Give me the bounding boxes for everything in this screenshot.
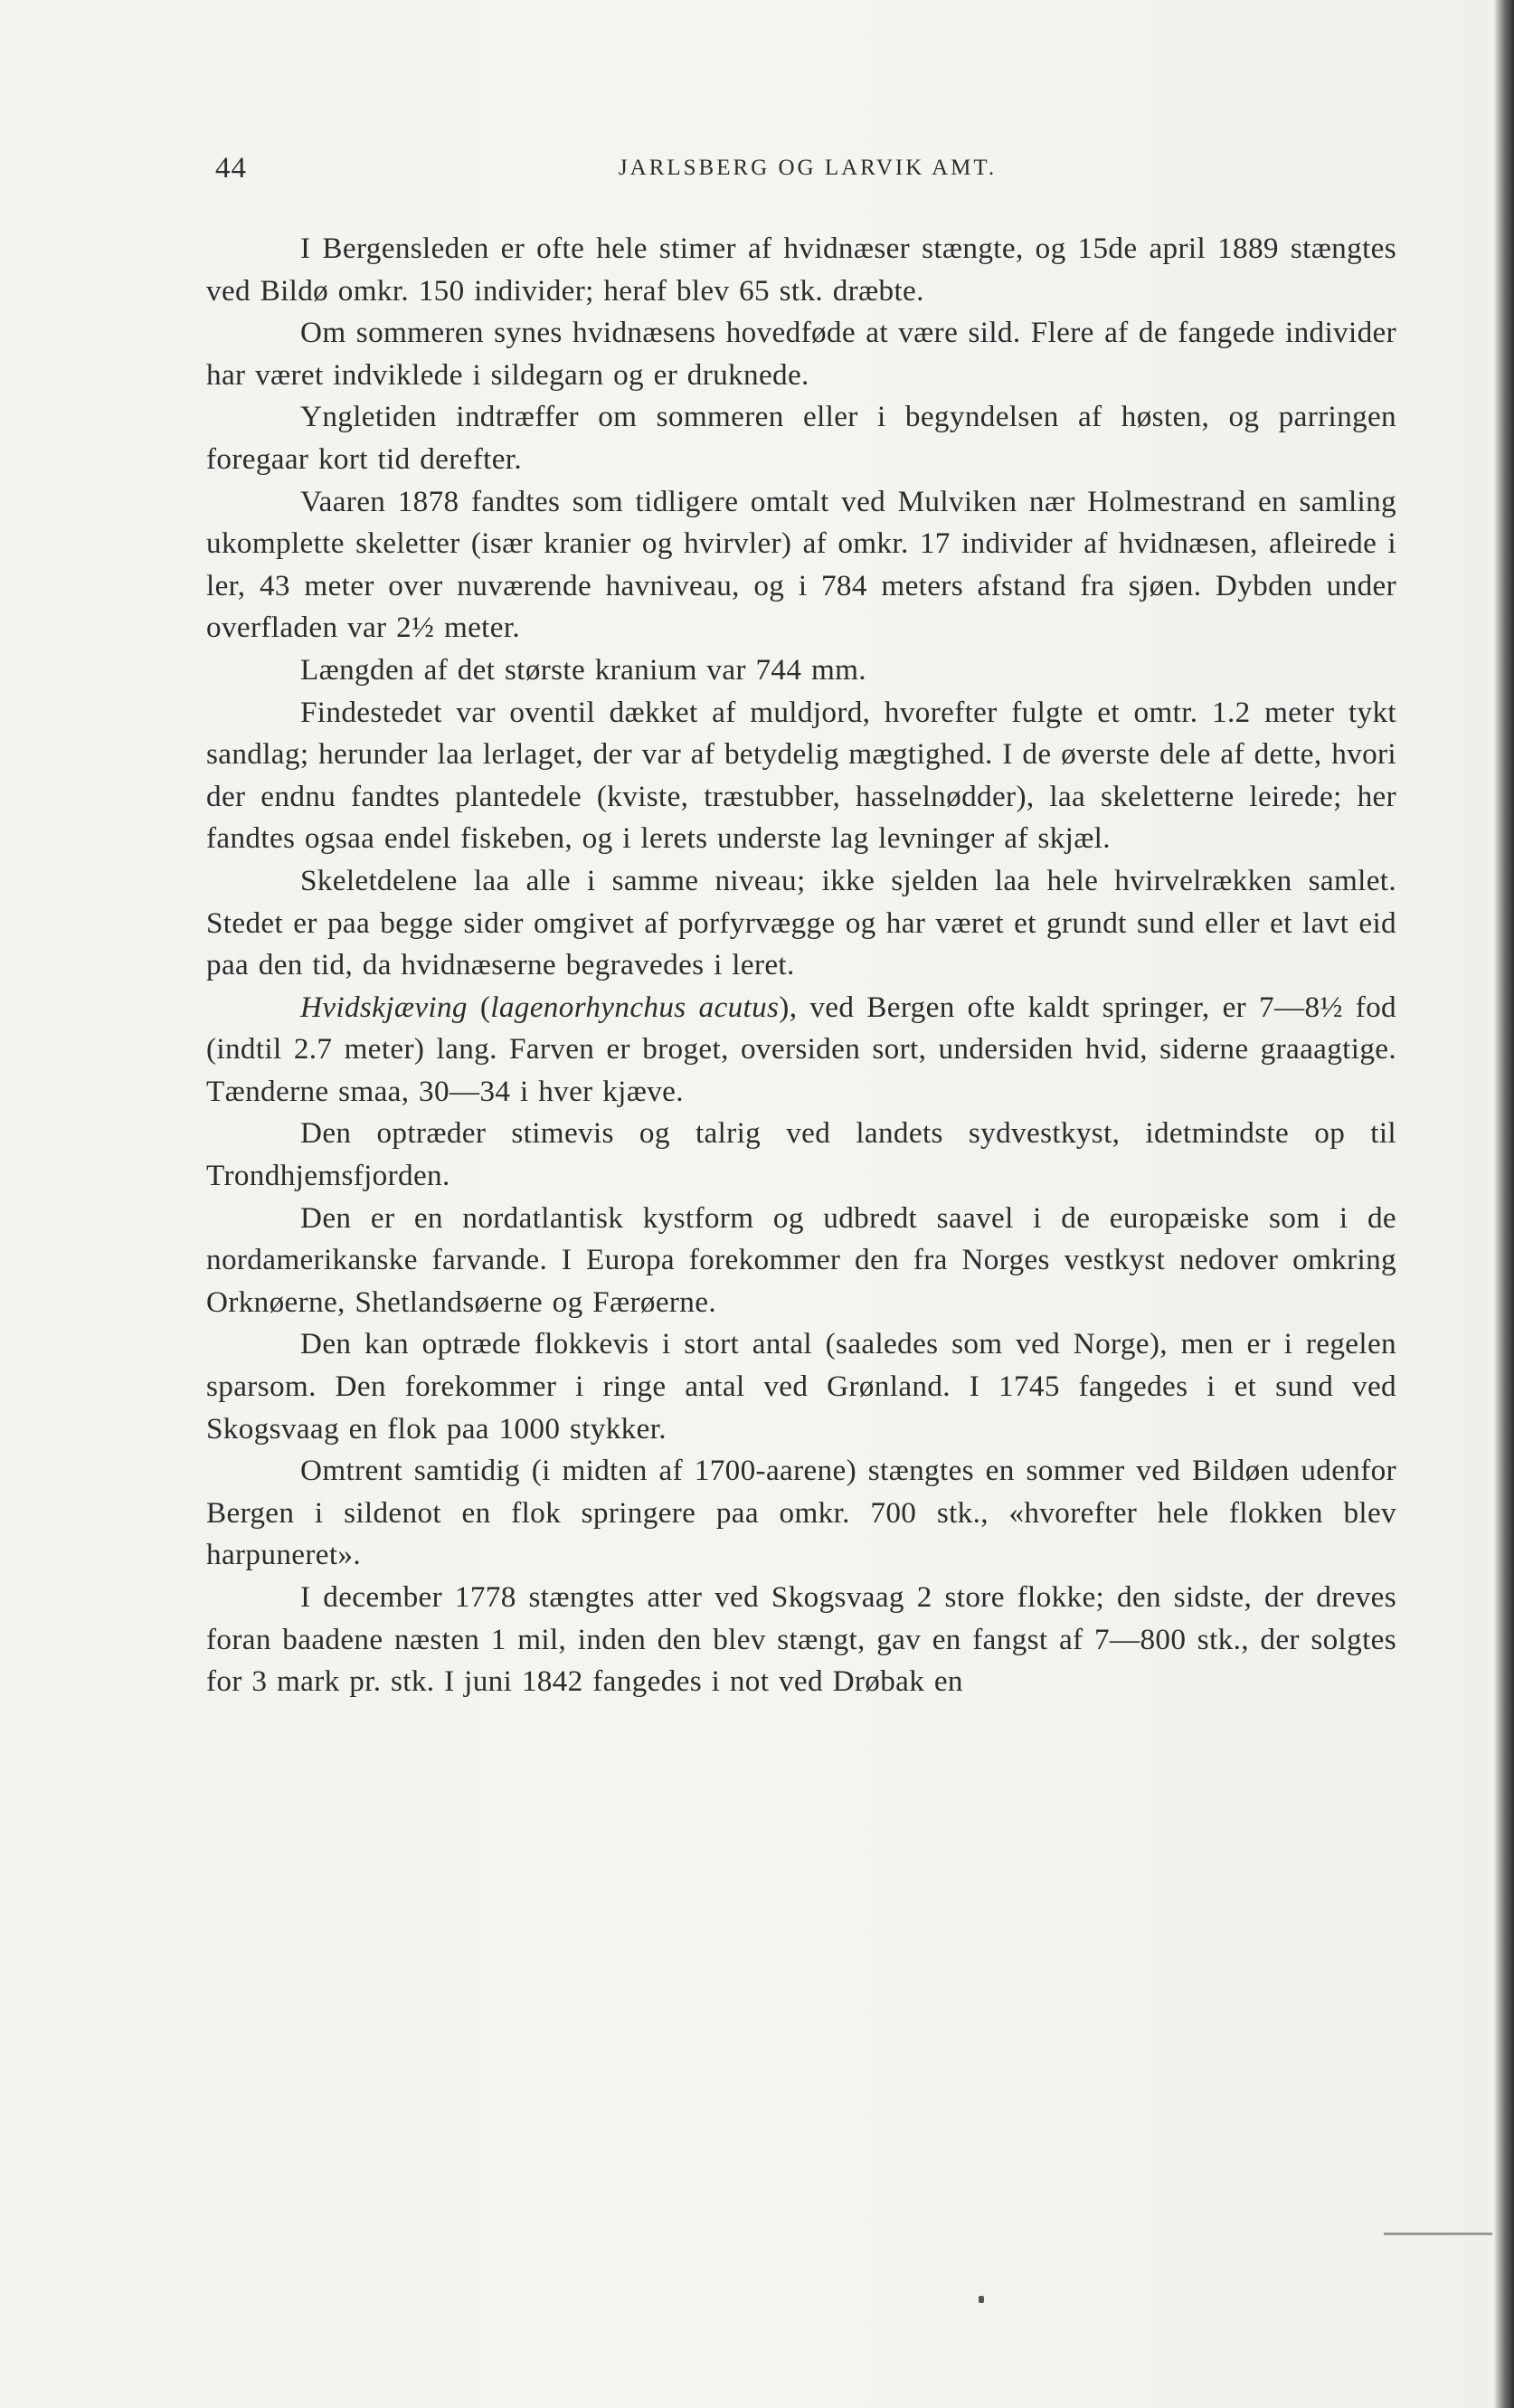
page-edge-shadow — [1494, 0, 1514, 2408]
paragraph-12: Omtrent samtidig (i midten af 1700-aarene) stængtes en sommer ved Bildøen udenfor Bergen i sildenot en flok springere paa omkr. 700 stk., «hvorefter hele flokken blev harpuneret». — [206, 1454, 1396, 1572]
page-number: 44 — [215, 152, 247, 185]
paragraph-10: Den er en nordatlantisk kystform og udbredt saavel i de europæiske som i de nordamerikanske farvande. I Europa forekommer den fra Norges vestkyst nedover omkring Orknøerne, Shetlandsøerne og Færøerne. — [206, 1200, 1396, 1319]
species-name-latin: lagenorhynchus acutus — [490, 990, 780, 1024]
running-title: JARLSBERG OG LARVIK AMT. — [618, 156, 998, 180]
paragraph-7: Skeletdelene laa alle i samme niveau; ikke sjelden laa hele hvirvelrækken samlet. Stedet er paa begge sider omgivet af porfyrvægge og har været et grundt sund eller et lavt eid paa den tid, da hvidnæserne begravedes i leret. — [206, 863, 1396, 982]
paragraph-8: Hvidskjæving (lagenorhynchus acutus), ved Bergen ofte kaldt springer, er 7—8½ fod (indtil 2.7 meter) lang. Farven er broget, oversiden sort, undersiden hvid, siderne graaagtige. Tænderne smaa, 30—34 i hver kjæve. — [206, 990, 1396, 1108]
paragraph-5: Længden af det største kranium var 744 mm. — [300, 652, 866, 687]
paragraph-13: I december 1778 stængtes atter ved Skogsvaag 2 store flokke; den sidste, der dreves foran baadene næsten 1 mil, inden den blev stængt, gav en fangst af 7—800 stk., der solgtes for 3 mark pr. stk. I juni 1842 fangedes i not ved Drøbak en — [206, 1580, 1396, 1699]
species-name-norwegian: Hvidskjæving — [300, 990, 468, 1024]
paragraph-9: Den optræder stimevis og talrig ved landets sydvestkyst, idetmindste op til Trondhjemsfjorden. — [206, 1116, 1396, 1193]
page-header — [215, 152, 1400, 197]
ink-speck — [979, 2296, 984, 2303]
paragraph-6: Findestedet var oventil dækket af muldjord, hvorefter fulgte et omtr. 1.2 meter tykt sandlag; herunder laa lerlaget, der var af betydelig mægtighed. I de øverste dele af dette, hvori der endnu fandtes plantedele (kviste, træstubber, hasselnødder), laa skeletterne leirede; her fandtes ogsaa endel fiskeben, og i lerets underste lag levninger af skjæl. — [206, 695, 1396, 856]
page-edge-line — [1384, 2233, 1492, 2235]
paragraph-3: Yngletiden indtræffer om sommeren eller i begyndelsen af høsten, og parringen foregaar kort tid derefter. — [206, 400, 1396, 476]
paragraph-11: Den kan optræde flokkevis i stort antal (saaledes som ved Norge), men er i regelen sparsom. Den forekommer i ringe antal ved Grønland. I 1745 fangedes i et sund ved Skogsvaag en flok paa 1000 stykker. — [206, 1327, 1396, 1446]
paragraph-2: Om sommeren synes hvidnæsens hovedføde at være sild. Flere af de fangede individer har været indviklede i sildegarn og er druknede. — [206, 316, 1396, 392]
body-text — [206, 228, 1396, 1703]
paragraph-8-text: ved Bergen ofte kaldt springer, er 7—8½ fod (indtil 2.7 meter) lang. Farven er broget, oversiden sort, undersiden hvid, siderne graaagtige. Tænderne smaa, 30—34 i hver kjæve. — [206, 990, 1396, 1108]
paragraph-4: Vaaren 1878 fandtes som tidligere omtalt ved Mulviken nær Holmestrand en samling ukomplette skeletter (især kranier og hvirvler) af omkr. 17 individer af hvidnæsen, afleirede i ler, 43 meter over nuværende havniveau, og i 784 meters afstand fra sjøen. Dybden under overfladen var 2½ meter. — [206, 484, 1396, 645]
paragraph-1: I Bergensleden er ofte hele stimer af hvidnæser stængte, og 15de april 1889 stængtes ved Bildø omkr. 150 individer; heraf blev 65 stk. dræbte. — [206, 232, 1396, 308]
